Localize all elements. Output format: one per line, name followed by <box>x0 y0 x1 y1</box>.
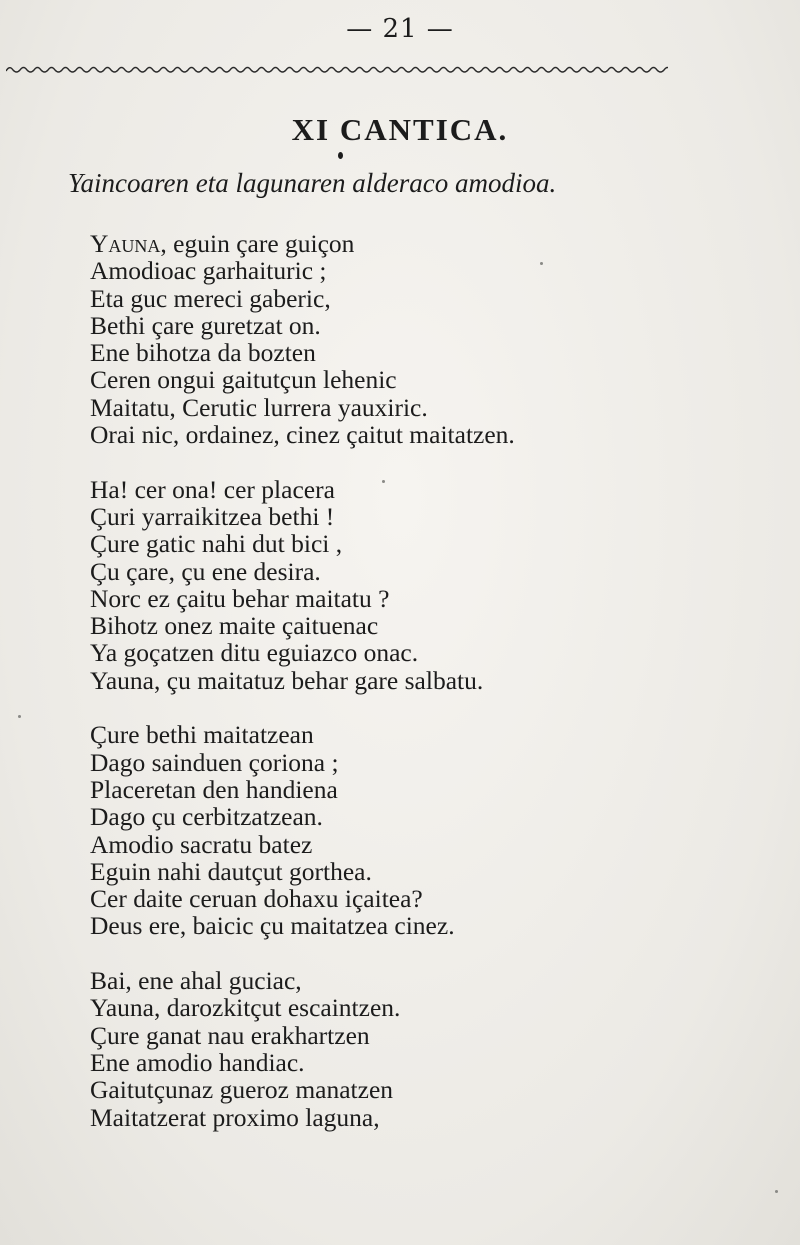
poem-line: Çure bethi maitatzean <box>90 720 314 750</box>
poem-line: Amodioac garhaituric ; <box>90 256 327 286</box>
stanza <box>90 967 515 1131</box>
poem-line: Placeretan den handiena <box>90 774 338 804</box>
poem-line: Yauna, çu maitatuz behar gare salbatu. <box>90 665 484 695</box>
poem-line: Çure ganat nau erakhartzen <box>90 1020 370 1050</box>
poem-line: Gaitutçunaz gueroz manatzen <box>90 1075 394 1105</box>
poem-line: Ene amodio handiac. <box>90 1047 305 1077</box>
poem-line: Çure gatic nahi dut bici , <box>90 529 343 559</box>
ornament-dot <box>338 152 343 159</box>
poem-line: Bai, ene ahal guciac, <box>90 966 302 996</box>
poem-line: Eguin nahi dautçut gorthea. <box>90 856 372 886</box>
poem-line: Eta guc mereci gaberic, <box>90 283 331 313</box>
poem-line: Norc ez çaitu behar maitatu ? <box>90 583 390 613</box>
poem-line: Yauna, eguin çare guiçon <box>90 229 355 258</box>
poem-line: Çuri yarraikitzea bethi ! <box>90 501 335 531</box>
poem-line: Dago çu cerbitzatzean. <box>90 802 323 832</box>
poem-line: Maitatzerat proximo laguna, <box>90 1102 380 1132</box>
poem-line: Amodio sacratu batez <box>90 829 313 859</box>
poem-line: Bihotz onez maite çaituenac <box>90 611 379 641</box>
poem-line: Çu çare, çu ene desira. <box>90 556 321 586</box>
poem-line: Bethi çare guretzat on. <box>90 310 321 340</box>
paper-speck <box>382 480 385 483</box>
decorative-wavy-rule <box>6 62 668 76</box>
poem-line: Yauna, darozkitçut escaintzen. <box>90 993 401 1023</box>
paper-speck <box>540 262 543 265</box>
paper-speck <box>18 715 21 718</box>
stanza <box>90 230 515 448</box>
page-number: — 21 — <box>346 14 454 44</box>
stanza <box>90 721 515 939</box>
poem-line: Ha! cer ona! cer placera <box>90 474 335 504</box>
poem-line: Ceren ongui gaitutçun lehenic <box>90 365 397 395</box>
poem-line: Ene bihotza da bozten <box>90 338 316 368</box>
stanza <box>90 476 515 694</box>
chapter-title: XI CANTICA. <box>291 112 509 147</box>
poem-line: Deus ere, baicic çu maitatzea cinez. <box>90 911 455 941</box>
lead-word: Yauna <box>90 229 161 258</box>
paper-speck <box>775 1190 778 1193</box>
poem-line: Dago sainduen çoriona ; <box>90 747 339 777</box>
poem-line: Ya goçatzen ditu eguiazco onac. <box>90 638 419 668</box>
poem-line: Maitatu, Cerutic lurrera yauxiric. <box>90 392 428 422</box>
poem-line: Orai nic, ordainez, cinez çaitut maitatzen. <box>90 420 515 450</box>
poem-line: Cer daite ceruan dohaxu içaitea? <box>90 884 423 914</box>
chapter-subtitle: Yaincoaren eta lagunaren alderaco amodioa. <box>68 168 557 198</box>
poem-body <box>90 230 515 1131</box>
